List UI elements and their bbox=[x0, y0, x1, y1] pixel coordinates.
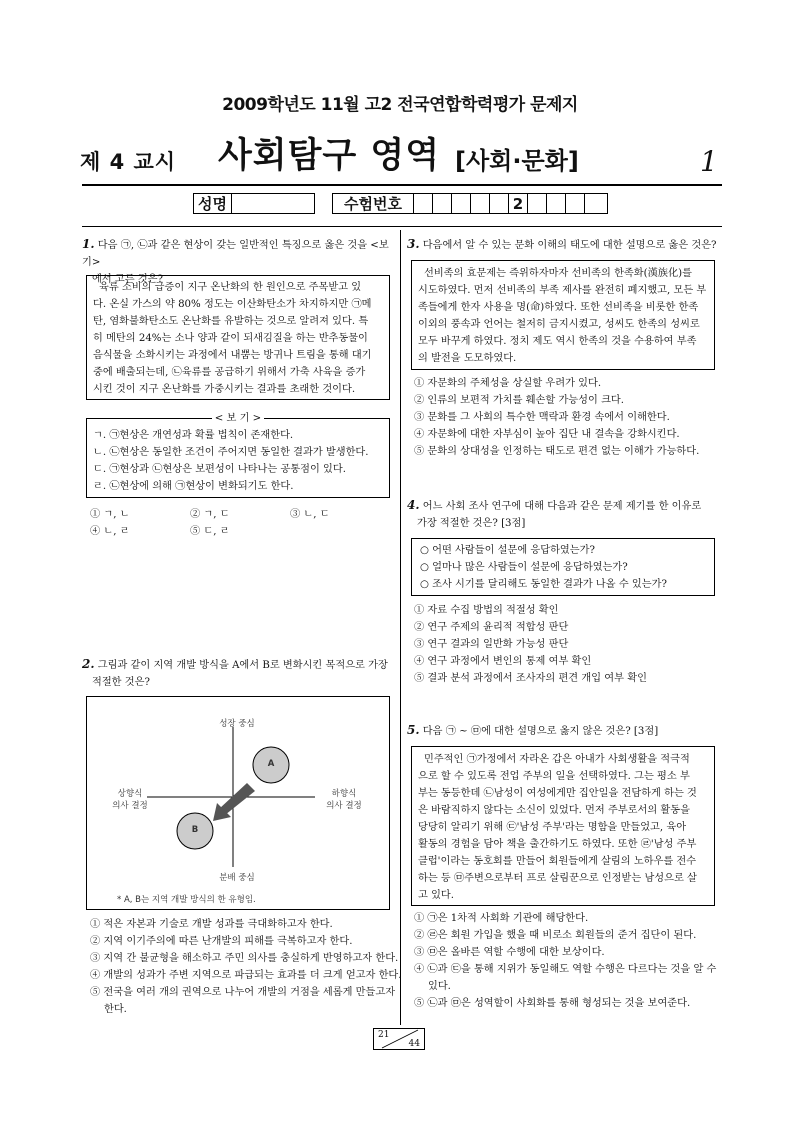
question-2-stem-line: 적절한 것은? bbox=[92, 677, 150, 688]
question-3-stem bbox=[407, 236, 725, 254]
passage-line: 탄, 염화불화탄소도 온난화를 유발하는 것으로 알려져 있다. 특 bbox=[93, 316, 369, 327]
bogi-title: < 보 기 > bbox=[212, 413, 264, 424]
passage-line: 다. 온실 가스의 약 80% 정도는 이산화탄소가 차지하지만 ㉠메 bbox=[93, 299, 372, 310]
passage-line: 당당히 알리기 위해 ㉢'남성 주부'라는 명함을 만들었고, 육아 bbox=[418, 822, 687, 833]
period-label: 제 4 교시 bbox=[80, 150, 177, 174]
option-2[interactable]: ② ㉣은 회원 가입을 했을 때 비로소 회원들의 준거 집단이 된다. bbox=[414, 930, 697, 941]
figure-note: * A, B는 지역 개발 방식의 한 유형임. bbox=[117, 895, 256, 905]
option-1[interactable]: ① ㉠은 1차적 사회화 기관에 해당한다. bbox=[414, 913, 589, 924]
header-rule-lower bbox=[82, 226, 722, 227]
bogi-item: ㄷ. ㉠현상과 ㉡현상은 보편성이 나타나는 공통점이 있다. bbox=[93, 464, 346, 475]
axis-left-line: 의사 결정 bbox=[112, 801, 148, 811]
axis-right-label bbox=[309, 787, 379, 811]
question-5-number: 5. bbox=[407, 723, 420, 737]
question-1-stem-line: 에서 고른 것은? bbox=[92, 274, 163, 285]
axis-bottom-label: 분배 중심 bbox=[219, 873, 255, 883]
exam-number-cell bbox=[471, 194, 490, 213]
passage-line: 활동의 경험을 담아 책을 출간하기도 하였다. 또한 ㉣'남성 주부 bbox=[418, 839, 697, 850]
exam-title: 2009학년도 11월 고2 전국연합학력평가 문제지 bbox=[222, 95, 578, 115]
axis-left-label bbox=[95, 787, 165, 811]
column-divider bbox=[400, 230, 401, 1025]
subject-title: 사회탐구 영역 bbox=[218, 136, 441, 176]
point-a-label: A bbox=[267, 759, 275, 769]
option-4[interactable]: ④ 연구 과정에서 변인의 통제 여부 확인 bbox=[414, 656, 592, 667]
exam-number-cell bbox=[585, 194, 604, 213]
passage-line: 육류 소비의 급증이 지구 온난화의 한 원인으로 주목받고 있 bbox=[99, 282, 362, 293]
passage-line: 선비족의 효문제는 즉위하자마자 선비족의 한족화(漢族化)를 bbox=[424, 268, 692, 279]
exam-number-cell: 2 bbox=[509, 194, 528, 213]
question-3-number: 3. bbox=[407, 237, 420, 251]
question-1-stem-line: 다음 ㉠, ㉡과 같은 현상이 갖는 일반적인 특징으로 옳은 것을 <보기> bbox=[82, 240, 389, 268]
question-4-number: 4. bbox=[407, 498, 420, 512]
option-2[interactable]: ② ㄱ, ㄷ bbox=[190, 509, 230, 520]
option-4[interactable]: ④ 자문화에 대한 자부심이 높아 집단 내 결속을 강화시킨다. bbox=[414, 429, 680, 440]
question-2-stem-line: 그림과 같이 지역 개발 방식을 A에서 B로 변화시킨 목적으로 가장 bbox=[97, 660, 388, 671]
option-4[interactable]: ④ ㉡과 ㉢을 통해 지위가 동일해도 역할 수행은 다르다는 것을 알 수 bbox=[414, 964, 717, 975]
question-1-number: 1. bbox=[82, 237, 95, 251]
page-counter bbox=[373, 1028, 425, 1050]
exam-number-box bbox=[332, 193, 608, 214]
option-2[interactable]: ② 인류의 보편적 가치를 훼손할 가능성이 크다. bbox=[414, 395, 624, 406]
bogi-item: ㄴ. ㉡현상은 동일한 조건이 주어지면 동일한 결과가 발생한다. bbox=[93, 447, 369, 458]
question-4-stem-line: 어느 사회 조사 연구에 대해 다음과 같은 문제 제기를 한 이유로 bbox=[422, 501, 702, 512]
exam-number-cell bbox=[547, 194, 566, 213]
page-number: 1 bbox=[700, 145, 718, 178]
option-2[interactable]: ② 연구 주제의 윤리적 적합성 판단 bbox=[414, 622, 569, 633]
passage-line: 족들에게 한자 사용을 명(命)하였다. 또한 선비족을 비롯한 한족 bbox=[418, 302, 699, 313]
axis-right-line: 의사 결정 bbox=[326, 801, 362, 811]
option-3[interactable]: ③ ㉤은 올바른 역할 수행에 대한 보상이다. bbox=[414, 947, 605, 958]
name-box bbox=[193, 193, 315, 214]
question-5-stem-line: 다음 ㉠ ~ ㉤에 대한 설명으로 옳지 않은 것은? [3점] bbox=[422, 726, 659, 737]
point-b-label: B bbox=[191, 825, 199, 835]
question-1-bogi bbox=[86, 413, 390, 498]
question-3-passage bbox=[411, 260, 715, 370]
question-3-stem-line: 다음에서 알 수 있는 문화 이해의 태도에 대한 설명으로 옳은 것은? bbox=[422, 240, 717, 251]
passage-line: 모두 바꾸게 하였다. 정치 제도 역시 한족의 것을 수용하여 부족 bbox=[418, 336, 697, 347]
passage-line: 클럽'이라는 동호회를 만들어 회원들에게 살림의 노하우를 전수 bbox=[418, 856, 697, 867]
passage-line: 히 메탄의 24%는 소나 양과 같이 되새김질을 하는 반추동물이 bbox=[93, 333, 368, 344]
question-5-passage bbox=[411, 746, 715, 906]
option-1[interactable]: ① 적은 자본과 기술로 개발 성과를 극대화하고자 한다. bbox=[90, 919, 333, 930]
question-5-stem bbox=[407, 722, 725, 740]
passage-line: 으로 할 수 있도록 전업 주부의 일을 선택하였다. 그는 평소 부 bbox=[418, 771, 690, 782]
question-4-passage bbox=[411, 538, 715, 596]
passage-line: 이외의 풍속과 언어는 철저히 금지시켰고, 성씨도 한족의 성씨로 bbox=[418, 319, 700, 330]
passage-line: 시킨 것이 지구 온난화를 가중시키는 결과를 초래한 것이다. bbox=[93, 384, 356, 395]
name-label: 성명 bbox=[194, 194, 232, 213]
page-counter-current: 21 bbox=[378, 1030, 390, 1040]
option-3[interactable]: ③ 연구 결과의 일반화 가능성 판단 bbox=[414, 639, 569, 650]
passage-line: 부는 동등한데 ㉡남성이 여성에게만 집안일을 전담하게 하는 것 bbox=[418, 788, 697, 799]
question-4-stem-line: 가장 적절한 것은? [3점] bbox=[417, 518, 526, 529]
option-2[interactable]: ② 지역 이기주의에 따른 난개발의 피해를 극복하고자 한다. bbox=[90, 936, 353, 947]
exam-number-cell bbox=[452, 194, 471, 213]
option-5-continued: 한다. bbox=[104, 1004, 127, 1015]
option-4[interactable]: ④ 개발의 성과가 주변 지역으로 파급되는 효과를 더 크게 얻고자 한다. bbox=[90, 970, 402, 981]
option-5[interactable]: ⑤ 결과 분석 과정에서 조사자의 편견 개입 여부 확인 bbox=[414, 673, 647, 684]
option-5[interactable]: ⑤ ㄷ, ㄹ bbox=[190, 526, 230, 537]
exam-number-cell bbox=[433, 194, 452, 213]
page-counter-total: 44 bbox=[408, 1039, 420, 1049]
passage-line: 은 바람직하지 않다는 소신이 있었다. 먼저 주부로서의 활동을 bbox=[418, 805, 690, 816]
question-1-passage bbox=[86, 275, 390, 400]
option-5[interactable]: ⑤ 문화의 상대성을 인정하는 태도로 편견 없는 이해가 가능하다. bbox=[414, 446, 700, 457]
option-3[interactable]: ③ 지역 간 불균형을 해소하고 주민 의사를 충실하게 반영하고자 한다. bbox=[90, 953, 399, 964]
axis-top-label: 성장 중심 bbox=[219, 719, 255, 729]
question-4-stem bbox=[407, 497, 725, 532]
axis-left-line: 상향식 bbox=[117, 789, 143, 799]
exam-number-cell bbox=[566, 194, 585, 213]
exam-number-label: 수험번호 bbox=[333, 194, 414, 213]
bogi-item: ㄱ. ㉠현상은 개연성과 확률 법칙이 존재한다. bbox=[93, 430, 294, 441]
option-5[interactable]: ⑤ ㉡과 ㉤은 성역할이 사회화를 통해 형성되는 것을 보여준다. bbox=[414, 998, 691, 1009]
exam-number-cell bbox=[528, 194, 547, 213]
passage-line: ○ 어떤 사람들이 설문에 응답하였는가? bbox=[420, 545, 595, 556]
passage-line: 음식물을 소화시키는 과정에서 내뿜는 방귀나 트림을 통해 대기 bbox=[93, 350, 372, 361]
axis-right-line: 하향식 bbox=[331, 789, 357, 799]
passage-line: 민주적인 ㉠가정에서 자라온 갑은 아내가 사회생활을 적극적 bbox=[424, 754, 690, 765]
question-2-stem bbox=[82, 656, 394, 691]
passage-line: 중에 배출되는데, ㉡육류를 공급하기 위해서 가축 사육을 증가 bbox=[93, 367, 366, 378]
option-3[interactable]: ③ ㄴ, ㄷ bbox=[290, 509, 330, 520]
subject-subtitle: [사회·문화] bbox=[455, 147, 579, 175]
option-4-continued: 있다. bbox=[428, 981, 451, 992]
header-rule bbox=[82, 184, 722, 186]
option-4[interactable]: ④ ㄴ, ㄹ bbox=[90, 526, 130, 537]
development-figure bbox=[86, 696, 390, 910]
passage-line: 고 있다. bbox=[418, 890, 454, 901]
option-1[interactable]: ① ㄱ, ㄴ bbox=[90, 509, 130, 520]
passage-line: 의 발전을 도모하였다. bbox=[418, 353, 517, 364]
bogi-item: ㄹ. ㉡현상에 의해 ㉠현상이 변화되기도 한다. bbox=[93, 481, 294, 492]
option-1[interactable]: ① 자문화의 주체성을 상실할 우려가 있다. bbox=[414, 378, 602, 389]
bogi-title-wrap bbox=[87, 410, 389, 427]
exam-number-cell bbox=[490, 194, 509, 213]
passage-line: ○ 조사 시기를 달리해도 동일한 결과가 나올 수 있는가? bbox=[420, 579, 667, 590]
passage-line: 하는 등 ㉤주변으로부터 프로 살림꾼으로 인정받는 남성으로 살 bbox=[418, 873, 697, 884]
passage-line: 시도하였다. 먼저 선비족의 부족 제사를 완전히 폐지했고, 모든 부 bbox=[418, 285, 707, 296]
option-5[interactable]: ⑤ 전국을 여러 개의 권역으로 나누어 개발의 거점을 세롭게 만들고자 bbox=[90, 987, 396, 998]
option-3[interactable]: ③ 문화를 그 사회의 특수한 맥락과 환경 속에서 이해한다. bbox=[414, 412, 670, 423]
exam-number-cell bbox=[414, 194, 433, 213]
passage-line: ○ 얼마나 많은 사람들이 설문에 응답하였는가? bbox=[420, 562, 628, 573]
option-1[interactable]: ① 자료 수집 방법의 적절성 확인 bbox=[414, 605, 559, 616]
question-2-number: 2. bbox=[82, 657, 95, 671]
